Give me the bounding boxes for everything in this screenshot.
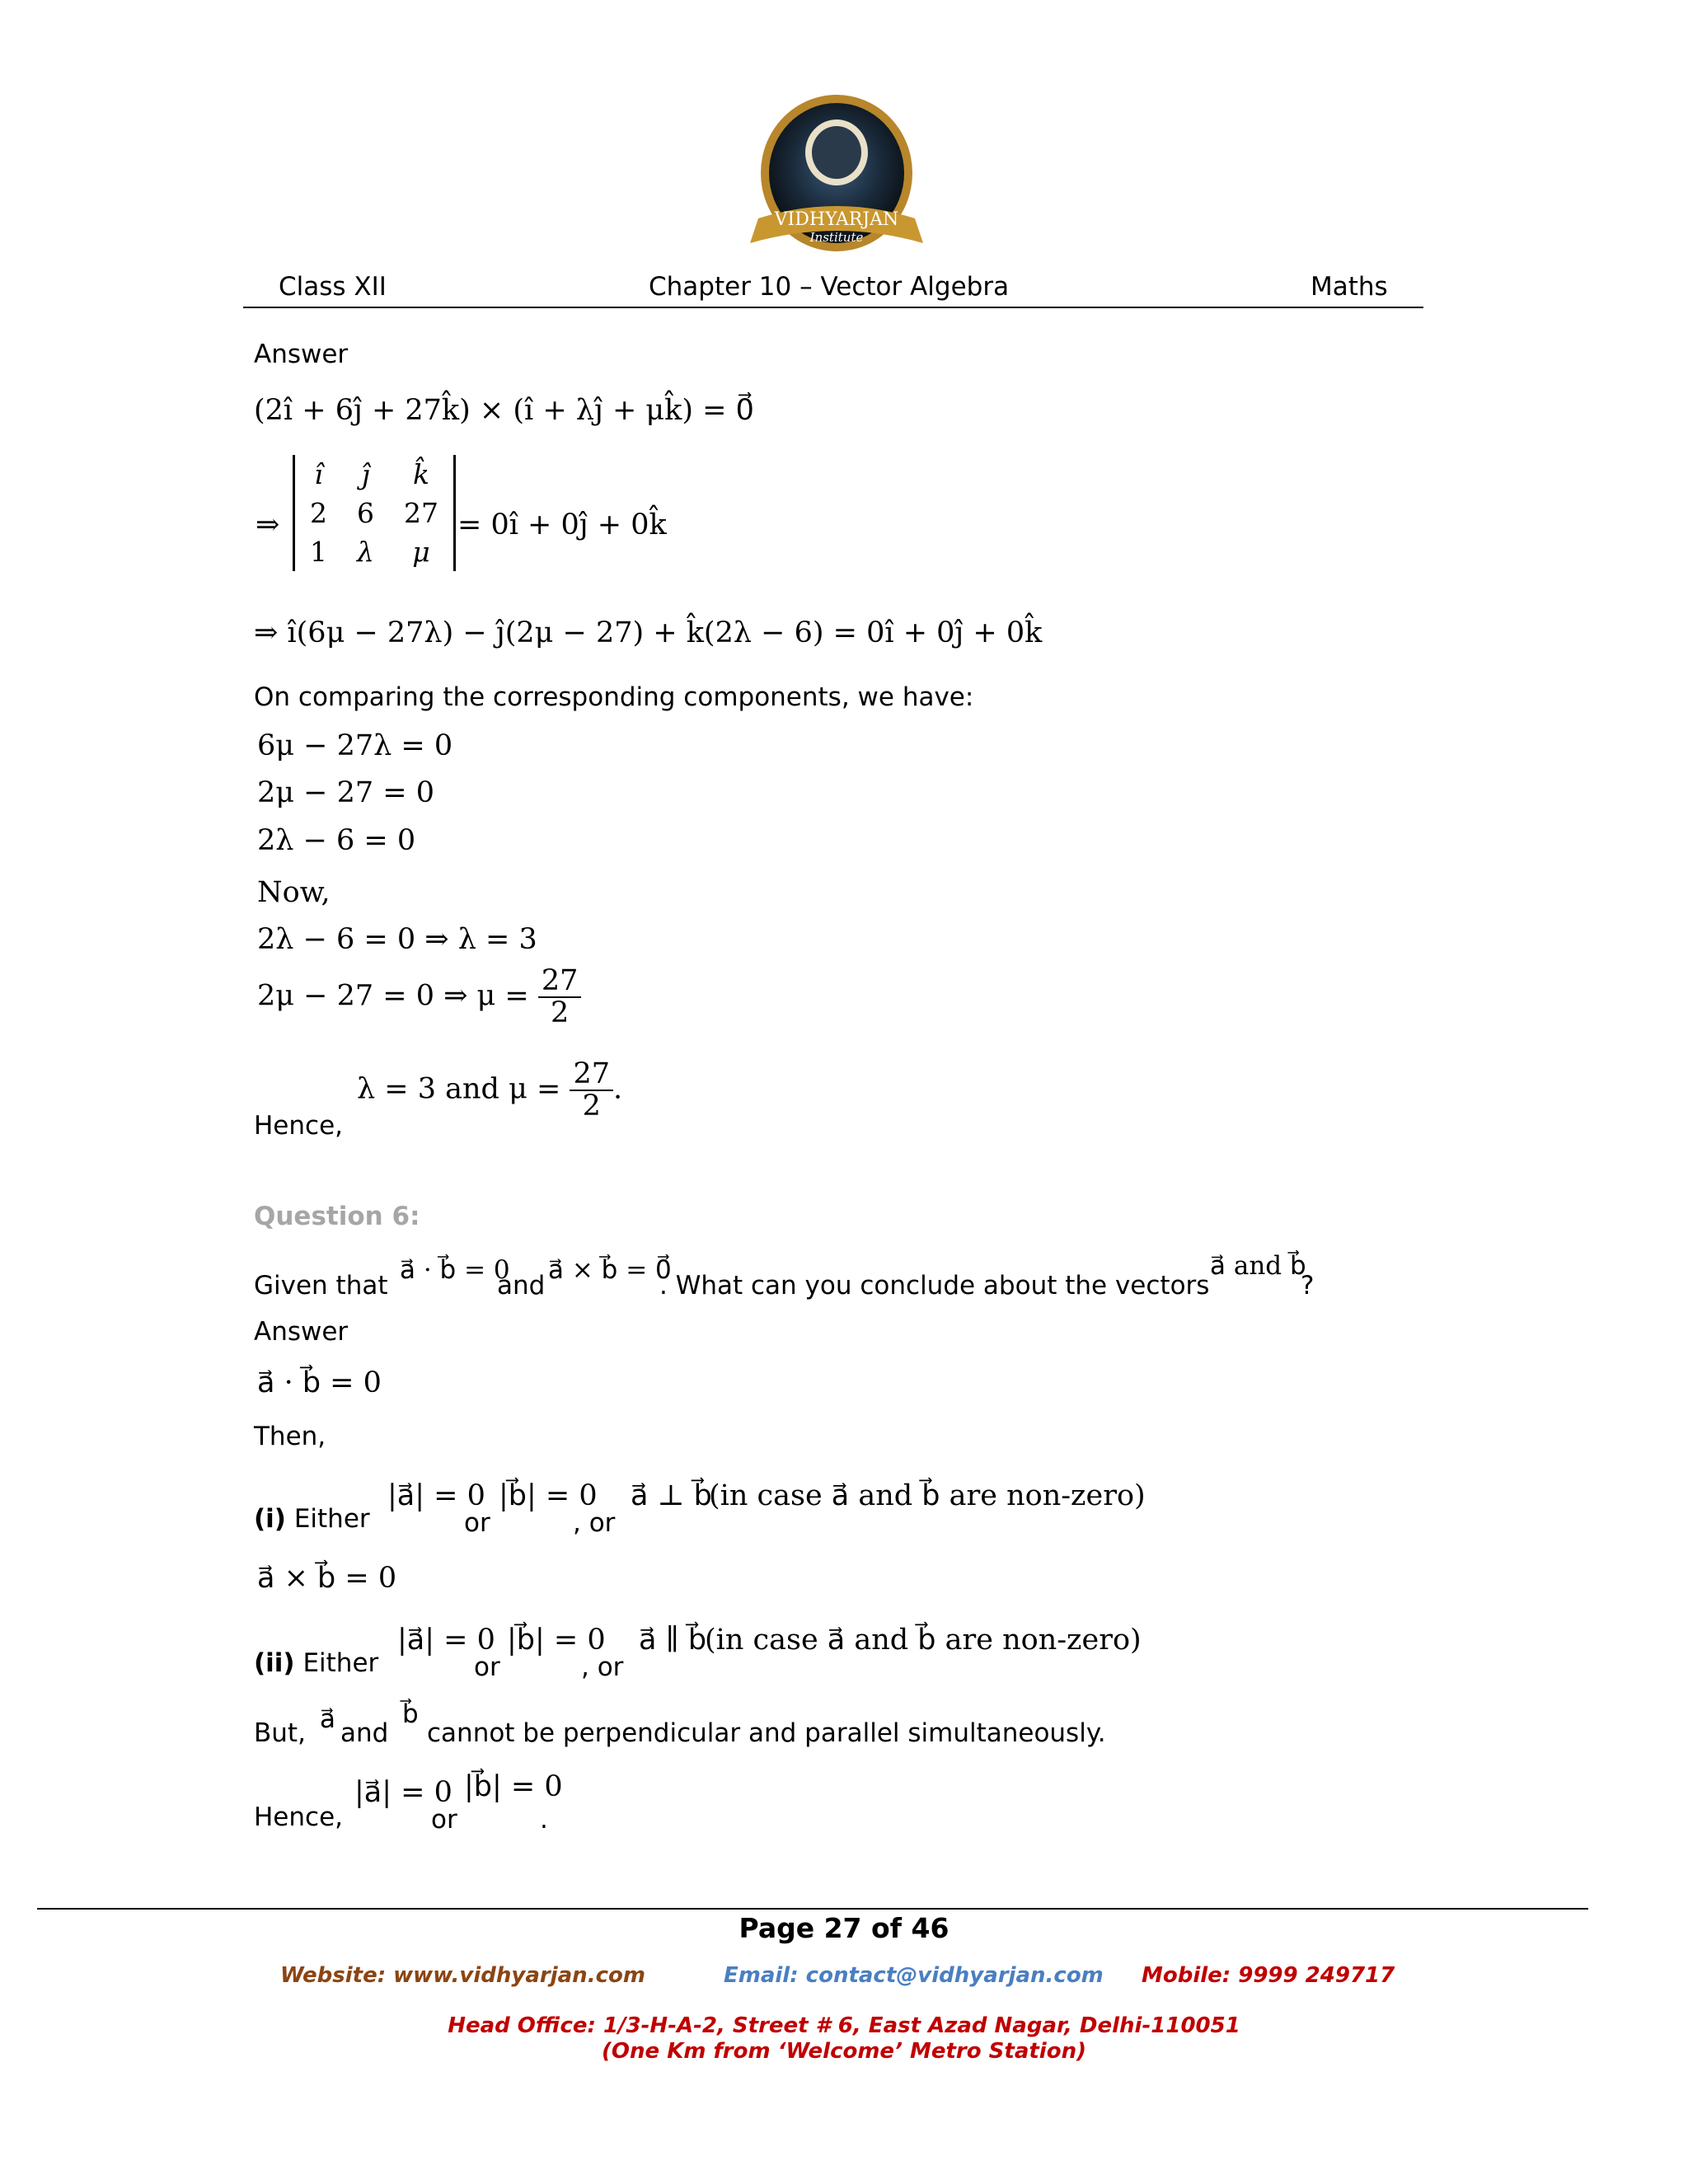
- question-given: Given that: [254, 1271, 388, 1301]
- final-dot: .: [540, 1805, 548, 1835]
- question-vectors: a⃗ and b⃗: [1210, 1251, 1306, 1281]
- vector-a: a⃗: [320, 1704, 335, 1734]
- logo-emblem-icon: [734, 95, 940, 272]
- fraction-numerator: 27: [538, 966, 582, 998]
- perpendicular: a⃗ ⊥ b⃗: [631, 1479, 712, 1512]
- fraction-denominator: 2: [582, 1089, 601, 1122]
- question-rest: . What can you conclude about the vectors: [659, 1271, 1210, 1301]
- magnitude-b-zero: |b⃗| = 0: [499, 1479, 598, 1512]
- header-rule: [243, 307, 1423, 308]
- magnitude-a-zero: |a⃗| = 0: [397, 1624, 495, 1657]
- cross-product-equation: (2î + 6ĵ + 27k̂) × (î + λĵ + μk̂) = 0⃗: [254, 394, 754, 427]
- question-title: Question 6:: [254, 1202, 420, 1231]
- case-i-label: (i): [254, 1504, 286, 1534]
- logo-title: VIDHYARJAN: [774, 209, 899, 230]
- either-text: Either: [302, 1648, 379, 1678]
- component-eq-3: 2λ − 6 = 0: [257, 824, 416, 857]
- question-dot-product: a⃗ · b⃗ = 0: [400, 1255, 510, 1285]
- dot-product-zero: a⃗ · b⃗ = 0: [257, 1366, 382, 1399]
- either-text: Either: [293, 1504, 370, 1534]
- footer-mobile: Mobile: 9999 249717: [1142, 1963, 1395, 1988]
- magnitude-a-zero: |a⃗| = 0: [387, 1479, 485, 1512]
- solve-mu: [257, 966, 581, 1029]
- question-and: and: [497, 1271, 546, 1301]
- component-eq-2: 2μ − 27 = 0: [257, 776, 434, 809]
- fraction: [538, 966, 582, 1029]
- vector-b: b⃗: [402, 1699, 419, 1729]
- question-mark: ?: [1301, 1271, 1315, 1301]
- implies-symbol: ⇒: [256, 509, 280, 541]
- cannot-text: cannot be perpendicular and parallel simultaneously.: [427, 1718, 1106, 1748]
- compare-text: On comparing the corresponding components, we have:: [254, 682, 974, 712]
- det-cell: 6: [357, 497, 374, 529]
- footer-website[interactable]: Website: www.vidhyarjan.com: [280, 1963, 645, 1988]
- case-i: [254, 1504, 370, 1534]
- fraction: [570, 1059, 613, 1122]
- det-cell: î: [314, 458, 323, 490]
- now-text: Now,: [257, 876, 331, 909]
- determinant-rhs: = 0î + 0ĵ + 0k̂: [457, 509, 667, 541]
- det-cell: 1: [310, 536, 327, 568]
- footer-office-note: (One Km from ‘Welcome’ Metro Station): [602, 2039, 1086, 2064]
- footer-office: Head Office: 1/3-H-A-2, Street # 6, East Azad Nagar, Delhi-110051: [448, 2013, 1240, 2038]
- determinant-row: [294, 494, 455, 532]
- determinant-row: [294, 532, 455, 571]
- magnitude-a-zero: |a⃗| = 0: [354, 1776, 452, 1809]
- det-cell: λ: [357, 536, 374, 568]
- or-text: or: [464, 1508, 490, 1538]
- final-values-lhs: λ = 3 and μ =: [357, 1072, 561, 1106]
- fraction-numerator: 27: [570, 1059, 613, 1091]
- hence-label: Hence,: [254, 1802, 344, 1832]
- det-cell: 27: [404, 497, 438, 529]
- magnitude-b-zero: |b⃗| = 0: [507, 1624, 606, 1657]
- det-cell: ĵ: [361, 458, 370, 490]
- answer-label: Answer: [254, 1317, 349, 1347]
- then-text: Then,: [254, 1422, 326, 1451]
- perpendicular-note: (in case a⃗ and b⃗ are non-zero): [709, 1479, 1146, 1512]
- det-cell: 2: [310, 497, 327, 529]
- hence-label: Hence,: [254, 1111, 344, 1141]
- page-number: Page 27 of 46: [738, 1912, 950, 1944]
- comma-or: , or: [573, 1508, 616, 1538]
- or-text: or: [431, 1805, 457, 1835]
- final-dot: .: [612, 1072, 623, 1106]
- final-values: [357, 1059, 622, 1122]
- but-text: But,: [254, 1718, 306, 1748]
- logo-subtitle: Institute: [809, 230, 864, 245]
- question-cross-product: a⃗ × b⃗ = 0⃗: [548, 1255, 672, 1285]
- header-class: Class XII: [279, 272, 387, 302]
- footer-email[interactable]: Email: contact@vidhyarjan.com: [724, 1963, 1104, 1988]
- institute-logo: [734, 95, 940, 272]
- or-text: or: [474, 1652, 500, 1682]
- determinant: [293, 455, 456, 571]
- expanded-equation: ⇒ î(6μ − 27λ) − ĵ(2μ − 27) + k̂(2λ − 6) = 0î + 0ĵ + 0k̂: [254, 616, 1043, 649]
- solve-lambda: 2λ − 6 = 0 ⇒ λ = 3: [257, 923, 537, 956]
- fraction-denominator: 2: [551, 996, 570, 1029]
- answer-label: Answer: [254, 340, 349, 369]
- parallel: a⃗ ∥ b⃗: [639, 1624, 707, 1657]
- parallel-note: (in case a⃗ and b⃗ are non-zero): [705, 1624, 1142, 1657]
- header-chapter: Chapter 10 – Vector Algebra: [649, 272, 1010, 302]
- case-ii-label: (ii): [254, 1648, 295, 1678]
- cross-product-zero: a⃗ × b⃗ = 0: [257, 1562, 397, 1595]
- and-text: and: [340, 1718, 389, 1748]
- det-cell: μ: [412, 536, 430, 568]
- determinant-row: [294, 455, 455, 494]
- magnitude-b-zero: |b⃗| = 0: [464, 1770, 563, 1803]
- comma-or: , or: [581, 1652, 624, 1682]
- det-cell: k̂: [413, 458, 429, 490]
- footer-rule: [37, 1908, 1588, 1910]
- solve-mu-lhs: 2μ − 27 = 0 ⇒ μ =: [257, 979, 529, 1013]
- header-subject: Maths: [1311, 272, 1388, 302]
- component-eq-1: 6μ − 27λ = 0: [257, 729, 453, 762]
- case-ii: [254, 1648, 378, 1678]
